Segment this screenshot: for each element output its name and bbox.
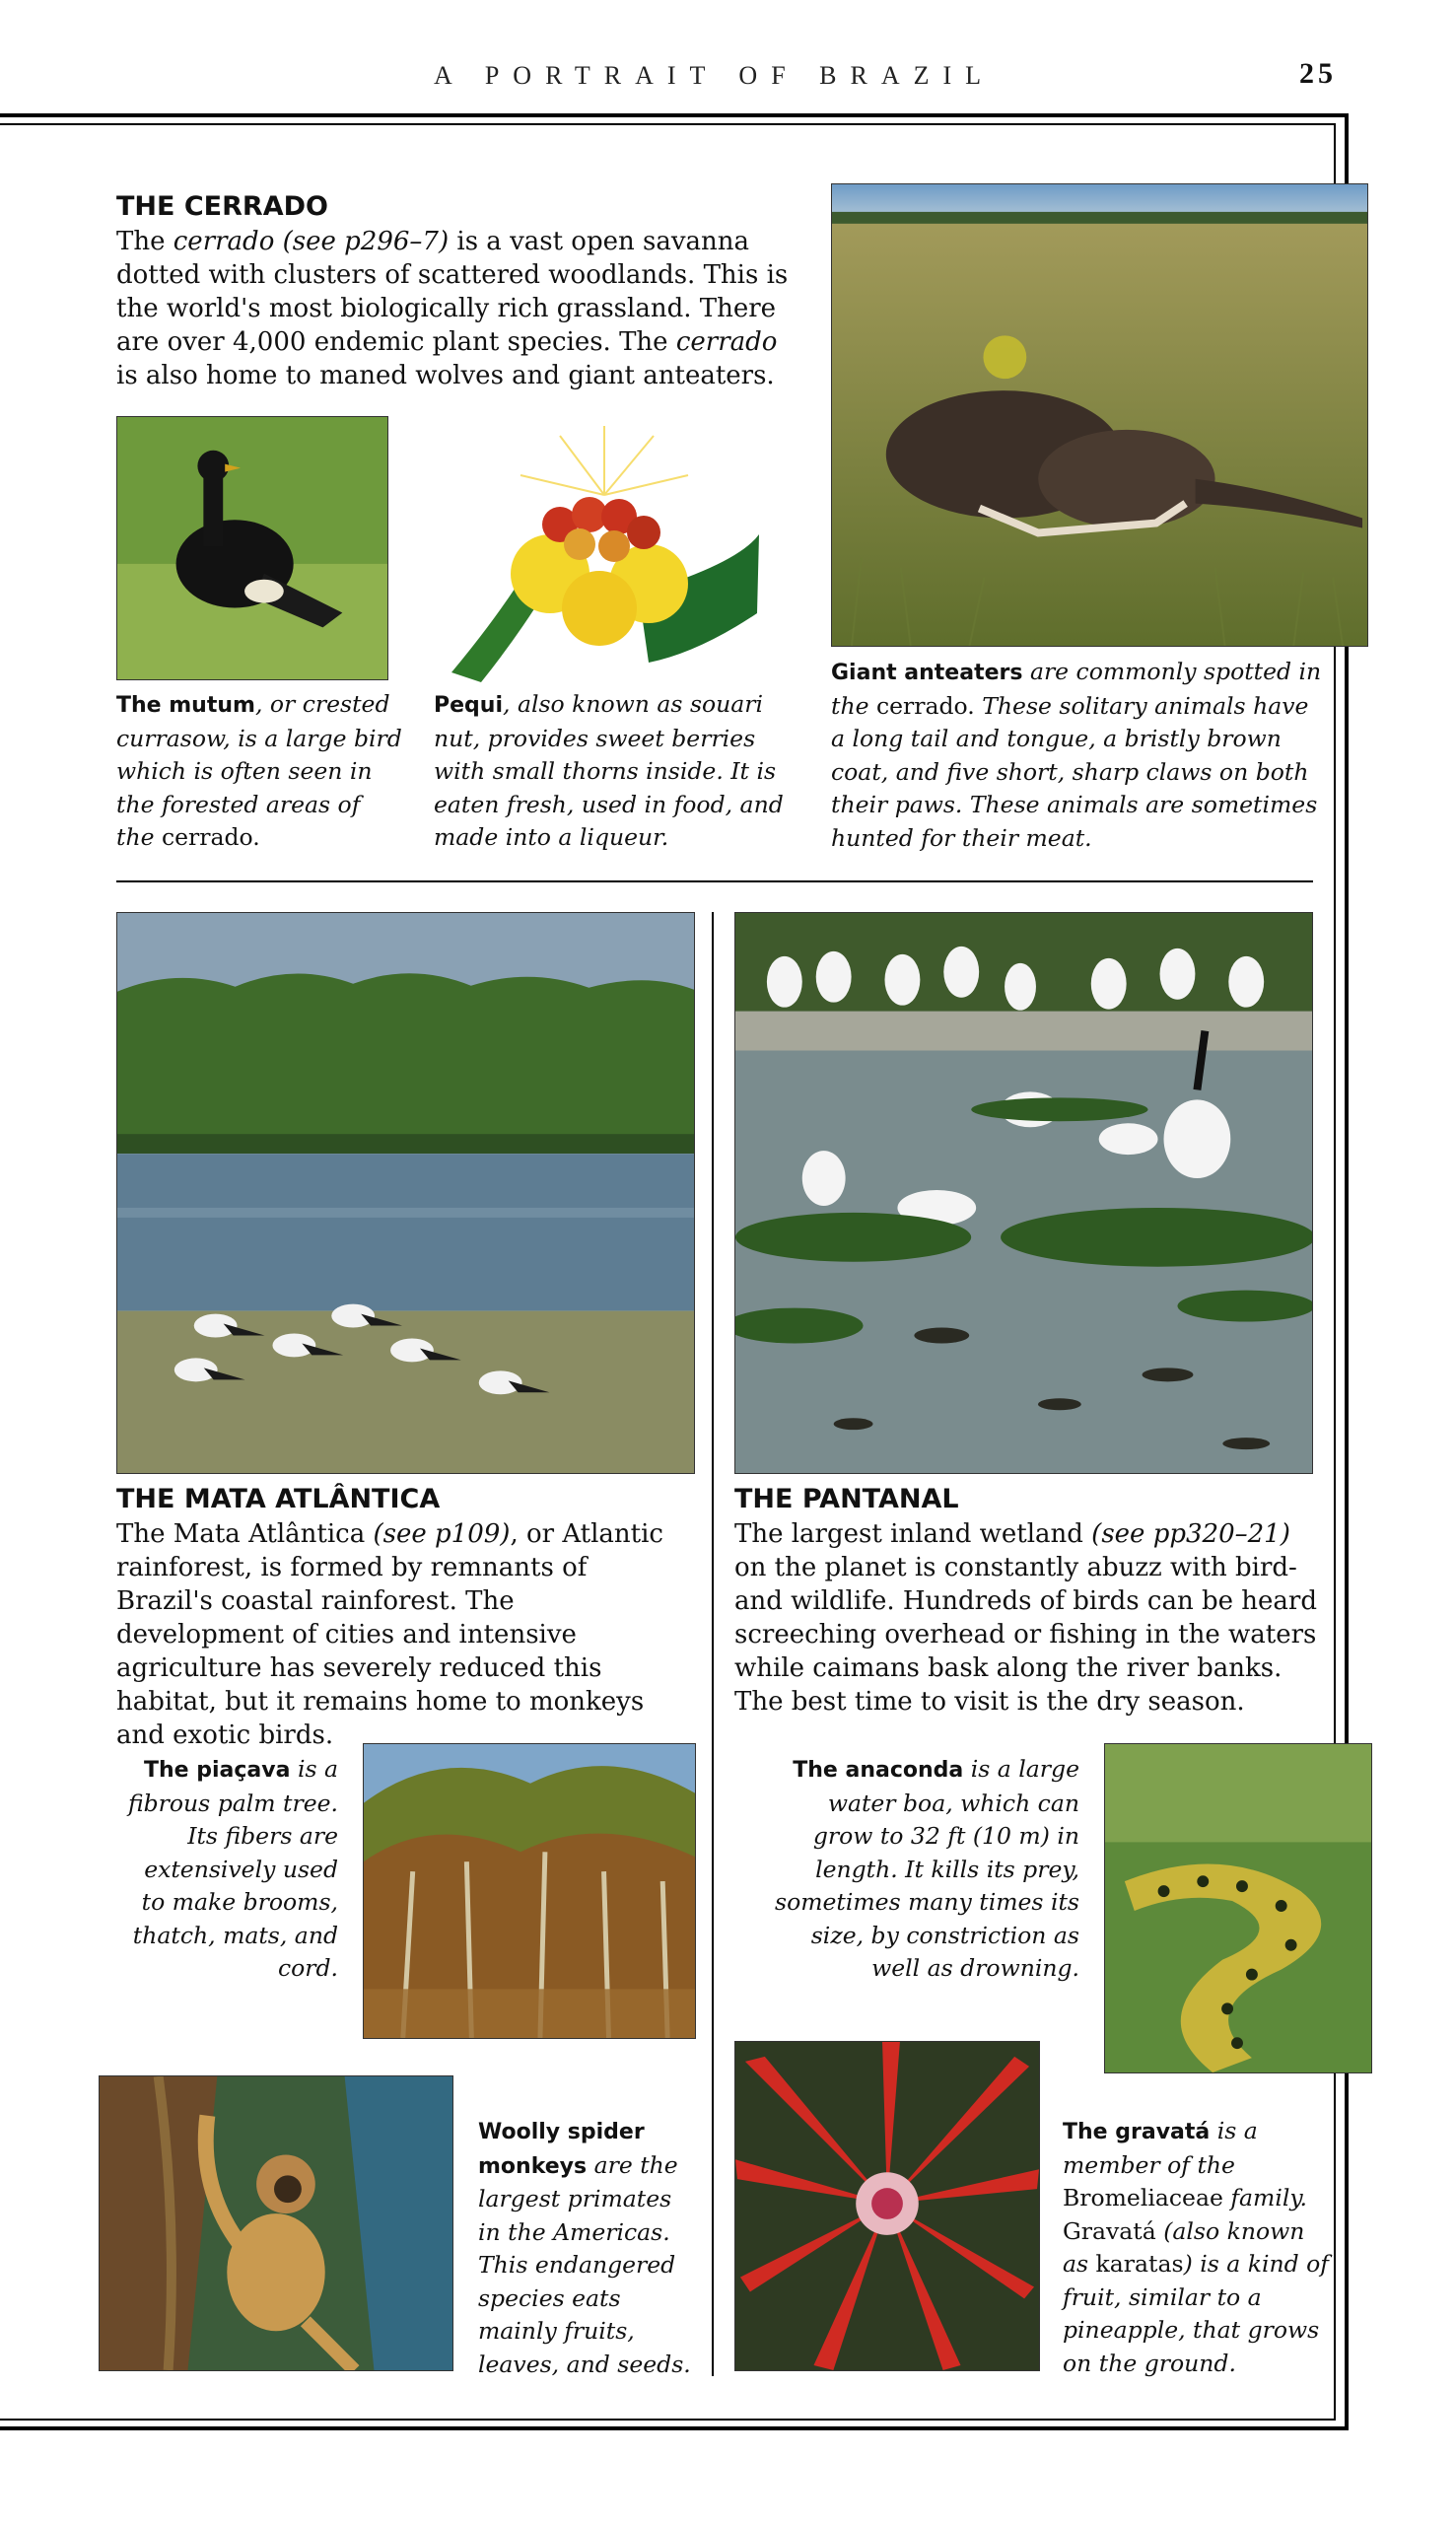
text-run: , — [254, 690, 270, 718]
piacava-caption — [116, 1753, 338, 1986]
text-run: is a large water boa, which can grow to 32 ft (10 m) in length. It kills its prey, sometimes many times its size, by constriction as well as drowning. — [775, 1755, 1079, 1982]
text-run: (see p109) — [373, 1519, 511, 1549]
text-run: is a fibrous palm tree. Its fibers are extensively used to make brooms, thatch, mats, and cord. — [127, 1755, 338, 1982]
section-divider — [116, 880, 1313, 882]
text-run: The largest inland wetland — [734, 1519, 1092, 1549]
text-run: on the planet is constantly abuzz with bird- and wildlife. Hundreds of birds can be heard screeching overhead or fishing in the waters while caimans bask along the river banks. The best time to visit is the dry season. — [734, 1553, 1317, 1717]
anaconda-photo — [1104, 1743, 1372, 2073]
frame-top-inner-rule — [0, 123, 1336, 125]
pantanal-heading: THE PANTANAL — [734, 1484, 959, 1514]
woolly-spider-monkey-photo — [99, 2075, 453, 2371]
text-run: The piaçava — [144, 1758, 291, 1783]
text-run: These solitary animals have a long tail and tongue, a bristly brown coat, and five short, sharp claws on both their paws. These animals are sometimes hunted for their meat. — [831, 691, 1318, 852]
text-run: Gravatá — [1063, 2216, 1156, 2245]
mata-body — [116, 1517, 688, 1752]
text-run: Woolly spider monkeys — [478, 2120, 645, 2179]
text-run: cerrado. — [875, 691, 975, 720]
text-run: Bromeliaceae — [1063, 2184, 1223, 2211]
text-run: The gravatá — [1063, 2120, 1211, 2144]
text-run: is a member of the — [1063, 2117, 1258, 2179]
text-run: The — [116, 227, 173, 256]
text-run: Pequi — [434, 693, 503, 718]
text-run: or crested currasow, is a large bird which is often seen in the forested areas of the — [116, 690, 402, 851]
cerrado-body — [116, 225, 797, 392]
frame-bottom-inner-rule — [0, 2419, 1336, 2421]
pequi-photo — [442, 416, 769, 684]
giant-anteater-photo — [831, 183, 1368, 647]
frame-bottom-rule — [0, 2426, 1349, 2430]
text-run: The Mata Atlântica — [116, 1519, 374, 1549]
text-run: ) is a kind of fruit, similar to a pineapple, that grows on the ground. — [1063, 2250, 1329, 2377]
cerrado-heading: THE CERRADO — [116, 191, 328, 222]
column-divider — [712, 912, 714, 2376]
text-run: cerrado. — [161, 823, 260, 851]
mutum-caption — [116, 688, 402, 855]
text-run: is also home to maned wolves and giant anteaters. — [116, 361, 775, 390]
text-run: , — [503, 690, 518, 718]
frame-top-rule — [0, 113, 1349, 117]
text-run: (see pp320–21) — [1091, 1519, 1290, 1549]
text-run: , or Atlantic rainforest, is formed by remnants of Brazil's coastal rainforest. The development of cities and intensive agriculture has severely reduced this habitat, but it remains home to monkeys and exotic birds. — [116, 1519, 663, 1750]
text-run: The mutum — [116, 693, 255, 718]
text-run: also known as souari nut, provides sweet berries with small thorns inside. It is eaten fresh, used in food, and made into a liqueur. — [434, 690, 784, 851]
anaconda-caption — [769, 1753, 1079, 1986]
text-run: family. — [1222, 2184, 1307, 2211]
anteater-caption — [831, 656, 1324, 855]
text-run: are the largest primates in the Americas. This endangered species eats mainly fruits, leaves, and seeds. — [478, 2150, 691, 2378]
mata-heading: THE MATA ATLÂNTICA — [116, 1484, 441, 1514]
gravata-caption — [1063, 2115, 1334, 2380]
text-run: karatas — [1095, 2250, 1184, 2278]
text-run: is a vast open savanna dotted with clusters of scattered woodlands. This is the world's most biologically rich grassland. There are over 4,000 endemic plant species. The — [116, 227, 789, 357]
text-run: cerrado — [675, 327, 778, 357]
running-title: A PORTRAIT OF BRAZIL — [434, 61, 996, 90]
text-run: The anaconda — [793, 1758, 964, 1783]
text-run: are commonly spotted in the — [831, 658, 1322, 720]
text-run: (also known as — [1063, 2216, 1305, 2278]
gravata-plant-photo — [734, 2041, 1040, 2371]
mutum-bird-photo — [116, 416, 388, 680]
monkey-caption — [478, 2115, 700, 2381]
pantanal-birds-photo — [734, 912, 1313, 1474]
text-run: cerrado (see p296–7) — [173, 227, 450, 256]
page-number: 25 — [1299, 57, 1337, 90]
seabirds-beach-photo — [116, 912, 695, 1474]
pantanal-body — [734, 1517, 1321, 1719]
piacava-palm-photo — [363, 1743, 696, 2039]
pequi-caption — [434, 688, 784, 855]
text-run: Giant anteaters — [831, 661, 1023, 685]
